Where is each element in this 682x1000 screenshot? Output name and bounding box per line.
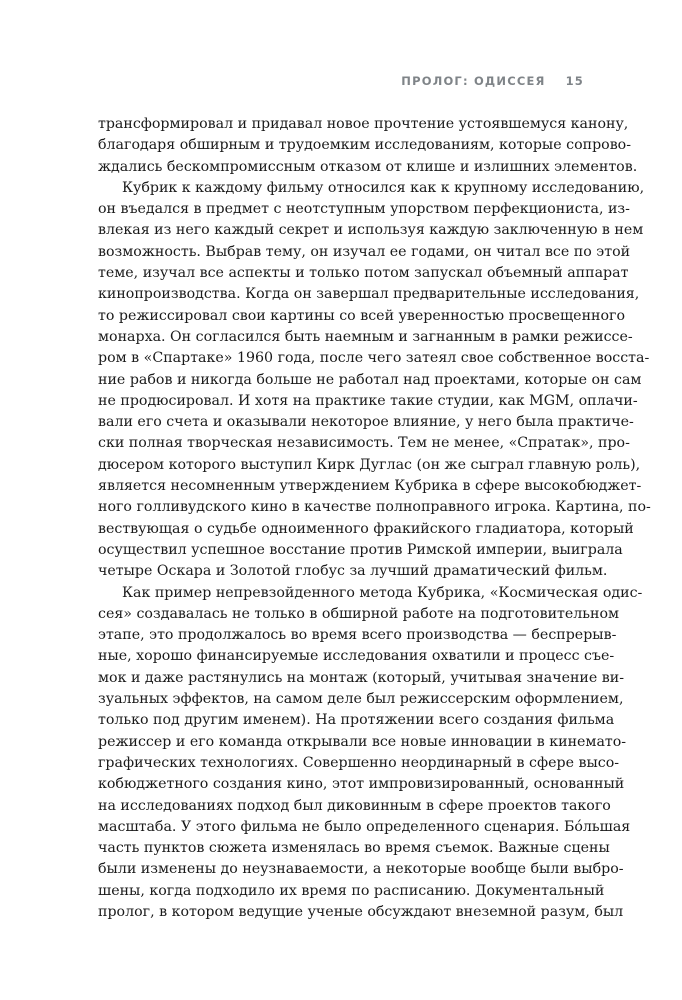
text-line: вествующая о судьбе одноименного фракийского гладиатора, который [98, 520, 634, 537]
text-line: режиссер и его команда открывали все новые инновации в кинемато- [98, 733, 627, 750]
text-line: сея» создавалась не только в обширной работе на подготовительном [98, 605, 620, 622]
body-text [98, 114, 651, 923]
text-line: ждались бескомпромиссным отказом от клише и излишних элементов. [98, 158, 638, 175]
text-line: кинопроизводства. Когда он завершал предварительные исследования, [98, 286, 640, 303]
text-line: часть пунктов сюжета изменялась во время съемок. Важные сцены [98, 840, 610, 857]
text-line: он въедался в предмет с неотступным упорством перфекциониста, из- [98, 201, 630, 218]
text-line: графических технологиях. Совершенно неординарный в сфере высо- [98, 754, 620, 771]
text-line: зуальных эффектов, на самом деле был режиссерским оформлением, [98, 691, 624, 708]
text-line: возможность. Выбрав тему, он изучал ее годами, он читал все по этой [98, 243, 631, 260]
text-line: четыре Оскара и Золотой глобус за лучший драматический фильм. [98, 563, 608, 580]
text-line: является несомненным утверждением Кубрика в сфере высокобюджет- [98, 478, 642, 495]
text-line: благодаря обширным и трудоемким исследованиям, которые сопрово- [98, 137, 632, 154]
text-line: Как пример непревзойденного метода Кубрика, «Космическая одис- [122, 584, 643, 601]
page-number: 15 [565, 74, 584, 88]
running-header [401, 74, 584, 88]
text-line: ного голливудского кино в качестве полноправного игрока. Картина, по- [98, 499, 651, 516]
text-line: ние рабов и никогда больше не работал над проектами, которые он сам [98, 371, 642, 388]
text-line: дюсером которого выступил Кирк Дуглас (он же сыграл главную роль), [98, 456, 641, 473]
text-line: то режиссировал свои картины со всей уверенностью просвещенного [98, 307, 625, 324]
text-line: не продюсировал. И хотя на практике такие студии, как MGM, оплачи- [98, 392, 638, 409]
text-line: шены, когда подходило их время по расписанию. Документальный [98, 882, 605, 899]
text-line: монарха. Он согласился быть наемным и загнанным в рамки режиссе- [98, 328, 633, 345]
text-line: на исследованиях подход был диковинным в сфере проектов такого [98, 797, 611, 814]
running-title: ПРОЛОГ: ОДИССЕЯ [401, 74, 546, 88]
text-line: пролог, в котором ведущие ученые обсуждают внеземной разум, был [98, 903, 624, 920]
text-line: мок и даже растянулись на монтаж (который, учитывая значение ви- [98, 669, 625, 686]
text-line: этапе, это продолжалось во время всего производства — беспрерыв- [98, 627, 617, 644]
text-line: ром в «Спартаке» 1960 года, после чего затеял свое собственное восста- [98, 350, 650, 367]
text-line: ски полная творческая независимость. Тем не менее, «Спратак», про- [98, 435, 630, 452]
text-line: были изменены до неузнаваемости, а некоторые вообще были выбро- [98, 861, 624, 878]
text-line: влекая из него каждый секрет и используя каждую заключенную в нем [98, 222, 644, 239]
text-line: осуществил успешное восстание против Римской империи, выиграла [98, 541, 623, 558]
text-line: кобюджетного создания кино, этот импровизированный, основанный [98, 776, 625, 793]
paragraph-2 [98, 178, 651, 583]
text-line: только под другим именем). На протяжении всего создания фильма [98, 712, 615, 729]
text-line: вали его счета и оказывали некоторое влияние, у него была практиче- [98, 414, 634, 431]
text-line: трансформировал и придавал новое прочтение устоявшемуся канону, [98, 116, 629, 132]
text-line: ные, хорошо финансируемые исследования охватили и процесс съе- [98, 648, 615, 665]
text-line: масштаба. У этого фильма не было определенного сценария. Бóльшая [98, 818, 631, 835]
paragraph-1 [98, 114, 638, 178]
text-line: Кубрик к каждому фильму относился как к крупному исследованию, [122, 179, 645, 196]
text-line: теме, изучал все аспекты и только потом запускал объемный аппарат [98, 265, 629, 282]
paragraph-3 [98, 583, 643, 924]
